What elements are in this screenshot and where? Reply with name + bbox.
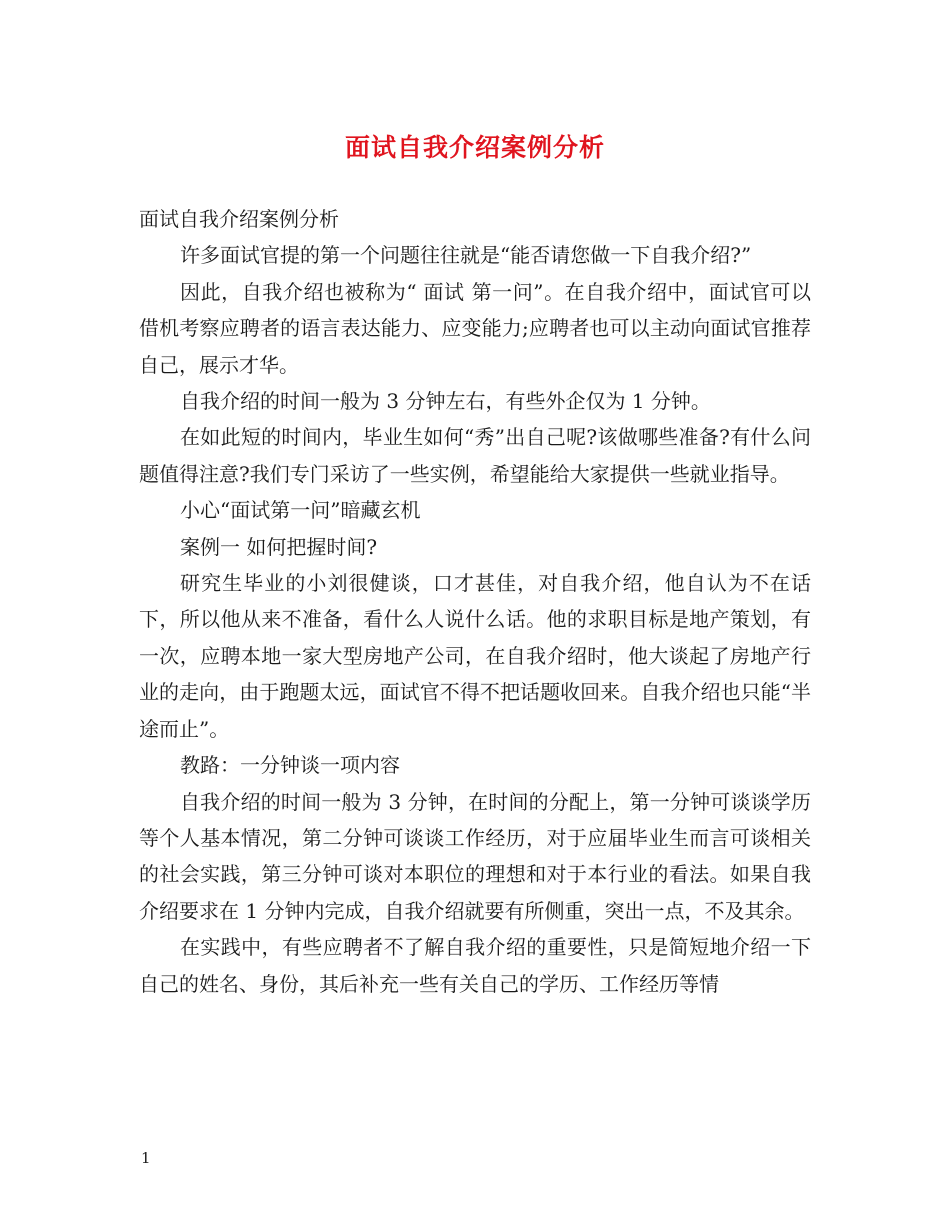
tip-heading: 教路：一分钟谈一项内容 xyxy=(180,753,400,778)
case-heading: 案例一 如何把握时间? xyxy=(180,534,378,559)
body-paragraph: 在实践中，有些应聘者不了解自我介绍的重要性，只是简短地介绍一下自己的姓名、身份，其后补充一些有关自己的学历、工作经历等情 xyxy=(139,935,811,996)
body-paragraph: 自我介绍的时间一般为 3 分钟，在时间的分配上，第一分钟可谈谈学历等个人基本情况，第二分钟可谈谈工作经历，对于应届毕业生而言可谈相关的社会实践，第三分钟可谈对本职位的理想和对于本行业的看法。如果自我介绍要求在 1 分钟内完成，自我介绍就要有所侧重，突出一点，不及其余。 xyxy=(139,789,811,923)
document-body xyxy=(139,201,811,1002)
page-number: 1 xyxy=(141,1149,151,1167)
body-paragraph: 许多面试官提的第一个问题往往就是“能否请您做一下自我介绍?” xyxy=(180,243,752,268)
section-heading: 小心“面试第一问”暗藏玄机 xyxy=(180,498,421,523)
body-paragraph: 研究生毕业的小刘很健谈，口才甚佳，对自我介绍，他自认为不在话下，所以他从来不准备，看什么人说什么话。他的求职目标是地产策划，有一次，应聘本地一家大型房地产公司，在自我介绍时，他大谈起了房地产行业的走向，由于跑题太远，面试官不得不把话题收回来。自我介绍也只能“半途而止”。 xyxy=(139,571,811,741)
body-paragraph: 因此，自我介绍也被称为“ 面试 第一问”。在自我介绍中，面试官可以借机考察应聘者的语言表达能力、应变能力;应聘者也可以主动向面试官推荐自己，展示才华。 xyxy=(139,279,811,377)
body-paragraph: 在如此短的时间内，毕业生如何“秀”出自己呢?该做哪些准备?有什么问题值得注意?我们专门采访了一些实例，希望能给大家提供一些就业指导。 xyxy=(139,425,811,486)
document-title: 面试自我介绍案例分析 xyxy=(344,133,605,162)
body-paragraph: 自我介绍的时间一般为 3 分钟左右，有些外企仅为 1 分钟。 xyxy=(180,389,711,414)
body-paragraph-subtitle: 面试自我介绍案例分析 xyxy=(139,207,339,231)
